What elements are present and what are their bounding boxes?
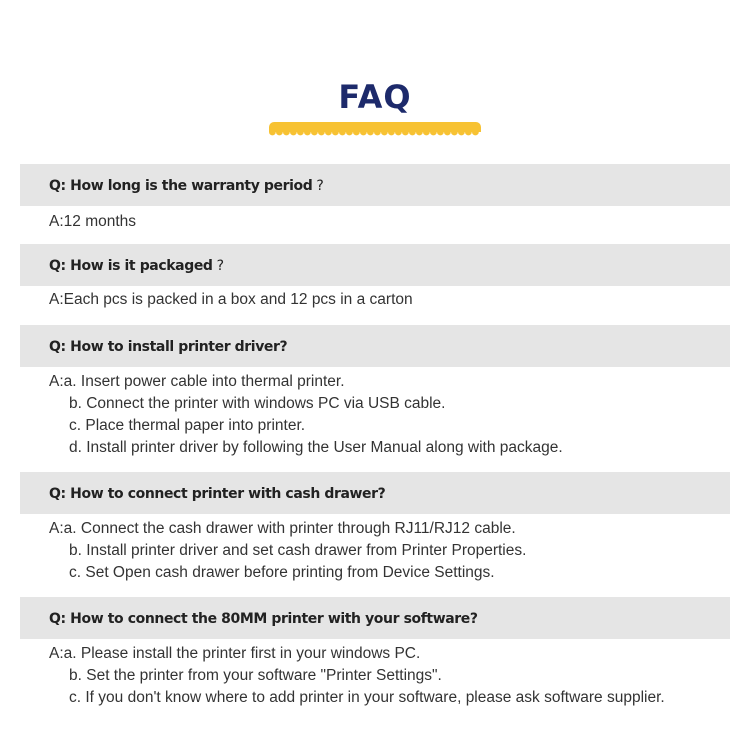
answer-line: c. Set Open cash drawer before printing from Device Settings. (69, 564, 495, 581)
faq-item-warranty (20, 164, 730, 244)
faq-answer (20, 286, 730, 325)
answer-prefix: A: (49, 213, 64, 230)
faq-item-driver (20, 325, 730, 472)
faq-item-packaging (20, 244, 730, 325)
scallop-divider (269, 122, 481, 138)
answer-line: b. Connect the printer with windows PC via USB cable. (69, 395, 446, 412)
faq-answer (20, 639, 730, 709)
faq-answer (20, 514, 730, 597)
answer-line: 12 months (63, 213, 137, 230)
faq-question: Q: How is it packaged ? (20, 244, 730, 286)
answer-line: b. Install printer driver and set cash drawer from Printer Properties. (69, 542, 527, 559)
answer-line: Each pcs is packed in a box and 12 pcs in a carton (63, 291, 413, 308)
answer-line: a. Insert power cable into thermal printer. (63, 373, 345, 390)
answer-prefix: A: (49, 520, 64, 537)
faq-question: Q: How long is the warranty period ? (20, 164, 730, 206)
answer-prefix: A: (49, 373, 64, 390)
answer-prefix: A: (49, 291, 64, 308)
faq-question: Q: How to install printer driver? (20, 325, 730, 367)
question-mark: ? (316, 178, 324, 194)
answer-line: b. Set the printer from your software "Printer Settings". (69, 667, 442, 684)
answer-line: c. Place thermal paper into printer. (69, 417, 306, 434)
faq-answer (20, 367, 730, 472)
faq-answer (20, 206, 730, 244)
faq-list (20, 164, 730, 709)
answer-prefix: A: (49, 645, 64, 662)
faq-question: Q: How to connect printer with cash drawer? (20, 472, 730, 514)
answer-line: a. Please install the printer first in your windows PC. (63, 645, 421, 662)
faq-item-cash-drawer (20, 472, 730, 597)
page-title: FAQ (338, 78, 412, 116)
faq-question: Q: How to connect the 80MM printer with your software? (20, 597, 730, 639)
answer-line: d. Install printer driver by following the User Manual along with package. (69, 439, 563, 456)
question-mark: ? (216, 258, 224, 274)
answer-line: a. Connect the cash drawer with printer through RJ11/RJ12 cable. (63, 520, 516, 537)
faq-item-software (20, 597, 730, 709)
answer-line: c. If you don't know where to add printer in your software, please ask software supplier. (69, 689, 665, 706)
